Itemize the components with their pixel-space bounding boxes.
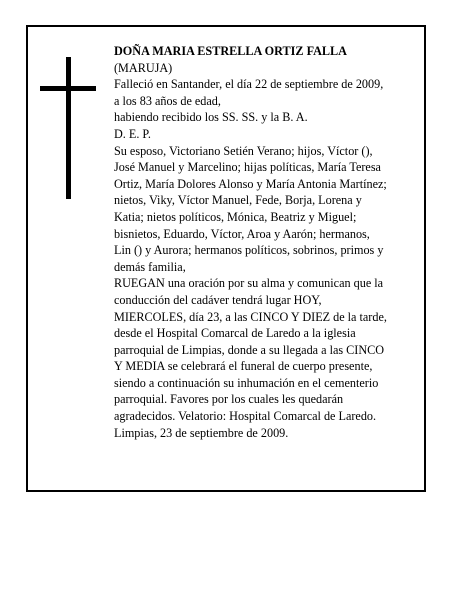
cross-icon [40,57,96,199]
text-line: MIERCOLES, día 23, a las CINCO Y DIEZ de la tarde, [114,309,387,324]
text-line: José Manuel y Marcelino; hijas políticas, María Teresa [114,160,381,175]
deceased-name: DOÑA MARIA ESTRELLA ORTIZ FALLA [114,44,347,58]
text-line: Falleció en Santander, el día 22 de septiembre de 2009, [114,77,384,92]
text-line: agradecidos. Velatorio: Hospital Comarcal de Laredo. [114,409,377,424]
text-line: parroquial de Limpias, donde a su llegada a las CINCO [114,342,385,357]
obituary-text [114,43,426,441]
text-line: nietos, Viky, Víctor Manuel, Fede, Borja, Lorena y [114,193,362,208]
text-line: habiendo recibido los SS. SS. y la B. A. [114,110,308,125]
text-line: parroquial. Favores por los cuales les quedarán [114,392,344,407]
text-line: Katia; nietos políticos, Mónica, Beatriz y Miguel; [114,209,357,224]
text-line: desde el Hospital Comarcal de Laredo a la iglesia [114,326,356,341]
text-line: Lin () y Aurora; hermanos políticos, sobrinos, primos y [114,243,384,258]
text-line: D. E. P. [114,126,151,141]
text-line: Y MEDIA se celebrará el funeral de cuerpo presente, [114,359,373,374]
text-line: demás familia, [114,259,186,274]
text-line: Su esposo, Victoriano Setién Verano; hijos, Víctor (), [114,143,373,158]
text-line: Ortiz, María Dolores Alonso y María Antonia Martínez; [114,176,387,191]
text-line: a los 83 años de edad, [114,93,221,108]
deceased-nickname: (MARUJA) [114,60,173,75]
text-line: RUEGAN una oración por su alma y comunican que la [114,276,384,291]
cross-vertical-bar [66,57,71,199]
obituary-notice [26,25,426,492]
text-line: Limpias, 23 de septiembre de 2009. [114,425,289,440]
cross-horizontal-bar [40,86,96,91]
text-line: conducción del cadáver tendrá lugar HOY, [114,292,322,307]
text-line: siendo a continuación su inhumación en el cementerio [114,375,379,390]
text-line: bisnietos, Eduardo, Víctor, Aroa y Aarón; hermanos, [114,226,370,241]
